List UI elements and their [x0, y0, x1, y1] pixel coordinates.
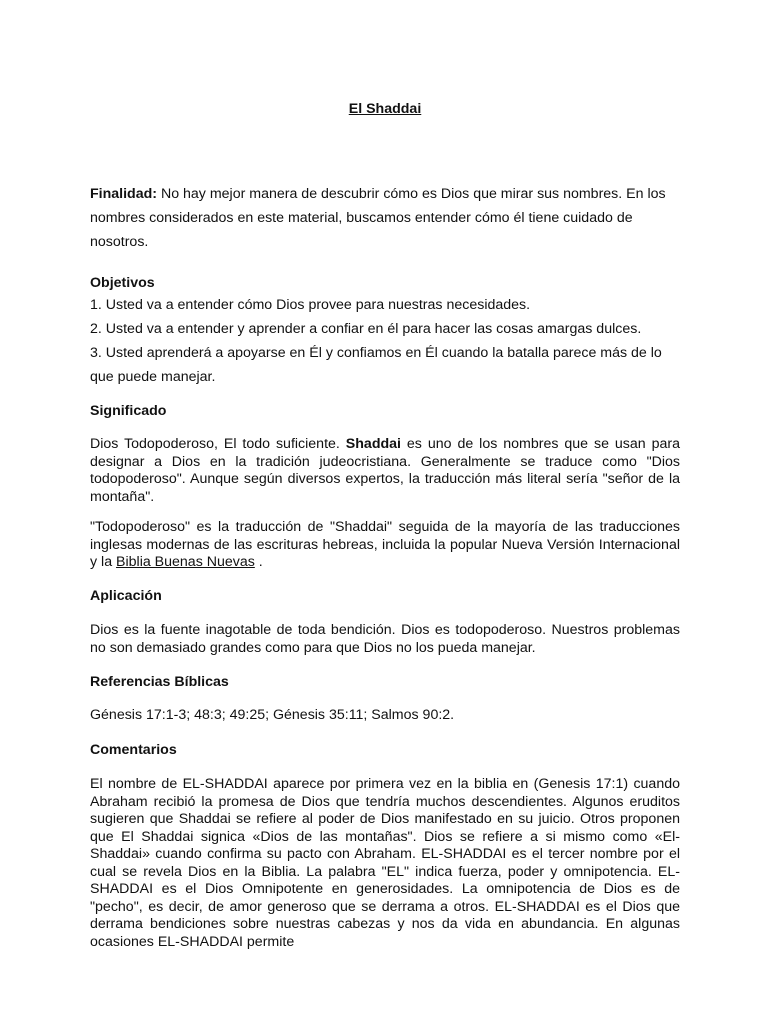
significado-p2-text-a: "Todopoderoso" es la traducción de "Shaddai" seguida de la mayoría de las traducciones inglesas modernas de las escrituras hebreas, incluida la popular Nueva Versión Internacional y la [90, 519, 680, 570]
finalidad-label: Finalidad: [90, 186, 157, 202]
objetivo-item-1: 1. Usted va a entender cómo Dios provee para nuestras necesidades. [90, 297, 531, 313]
shaddai-bold: Shaddai [345, 436, 401, 452]
aplicacion-paragraph: Dios es la fuente inagotable de toda bendición. Dios es todopoderoso. Nuestros problemas no son demasiado grandes como para que Dios no los pueda manejar. [90, 622, 680, 656]
significado-paragraph-1 [90, 436, 680, 506]
finalidad-text: No hay mejor manera de descubrir cómo es Dios que mirar sus nombres. En los nombres considerados en este material, buscamos entender cómo él tiene cuidado de nosotros. [90, 186, 666, 250]
significado-p2-text-b: . [254, 554, 263, 570]
significado-heading: Significado [90, 403, 167, 419]
objetivo-item-2: 2. Usted va a entender y aprender a confiar en él para hacer las cosas amargas dulces. [90, 321, 642, 337]
objetivo-item-3: 3. Usted aprenderá a apoyarse en Él y confiamos en Él cuando la batalla parece más de lo que puede manejar. [90, 345, 662, 385]
aplicacion-heading: Aplicación [90, 588, 162, 604]
referencias-heading: Referencias Bíblicas [90, 674, 229, 690]
significado-p1-text-a: Dios Todopoderoso, El todo suficiente. [90, 436, 346, 452]
objetivos-list [90, 293, 680, 389]
comentarios-heading: Comentarios [90, 742, 177, 758]
significado-p1-text-b: es uno de los nombres que se usan para designar a Dios en la tradición judeocristiana. Generalmente se traduce como "Dios todopoderoso". Aunque según diversos expertos, la traducción más literal sería "señor de la montaña". [90, 436, 681, 505]
referencias-text: Génesis 17:1-3; 48:3; 49:25; Génesis 35:11; Salmos 90:2. [90, 707, 455, 723]
document-title: El Shaddai [348, 101, 422, 117]
comentarios-paragraph: El nombre de EL-SHADDAI aparece por primera vez en la biblia en (Genesis 17:1) cuando Abraham recibió la promesa de Dios que tendría muchos descendientes. Algunos eruditos sugieren que Shaddai se refiere al poder de Dios manifestado en su juicio. Otros proponen que El Shaddai signica «Dios de las montañas". Dios se refiere a si mismo como «El-Shaddai» cuando confirma su pacto con Abraham. EL-SHADDAI es el tercer nombre por el cual se revela Dios en la Biblia. La palabra "EL" indica fuerza, poder y omnipotencia. EL-SHADDAI es el Dios Omnipotente en generosidades. La omnipotencia de Dios es de "pecho", es decir, de amor generoso que se derrama a otros. EL-SHADDAI es el Dios que derrama bendiciones sobre nuestras cabezas y nos da vida en abundancia. En algunas ocasiones EL-SHADDAI permite [90, 776, 680, 950]
significado-paragraph-2 [90, 519, 680, 572]
finalidad-paragraph [90, 182, 680, 254]
biblia-buenas-nuevas-link[interactable]: Biblia Buenas Nuevas [116, 554, 255, 570]
objetivos-heading: Objetivos [90, 275, 155, 291]
